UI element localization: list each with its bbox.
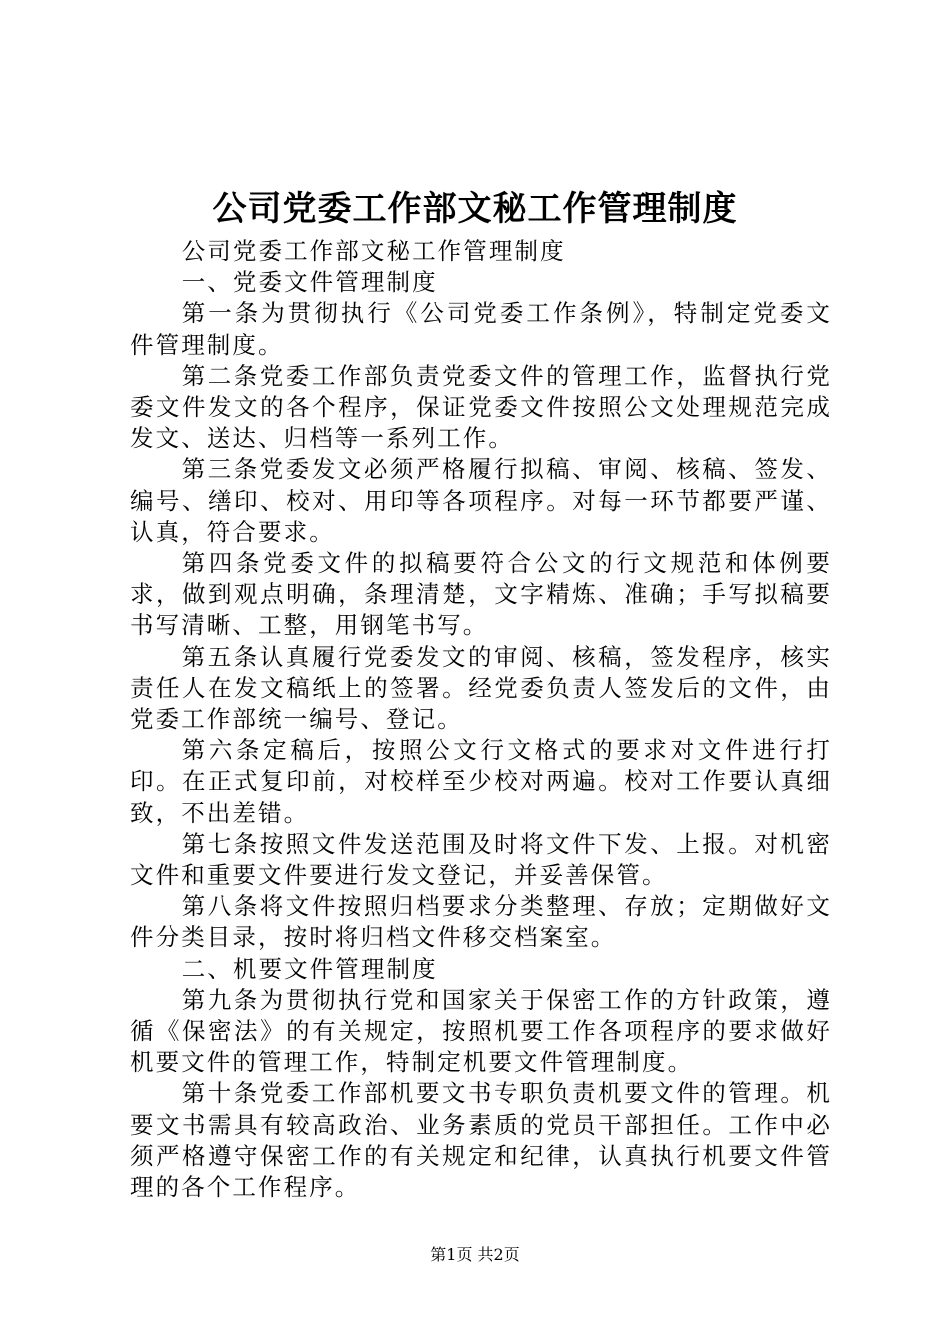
article-5: 第五条认真履行党委发文的审阅、核稿，签发程序，核实责任人在发文稿纸上的签署。经党委负责人签发后的文件，由党委工作部统一编号、登记。 (130, 642, 832, 734)
page-title: 公司党委工作部文秘工作管理制度 (212, 189, 738, 229)
document-body (130, 236, 832, 1203)
article-2: 第二条党委工作部负责党委文件的管理工作，监督执行党委文件发文的各个程序，保证党委文件按照公文处理规范完成发文、送达、归档等一系列工作。 (130, 361, 832, 453)
article-3: 第三条党委发文必须严格履行拟稿、审阅、核稿、签发、编号、缮印、校对、用印等各项程序。对每一环节都要严谨、认真，符合要求。 (130, 455, 832, 546)
article-8: 第八条将文件按照归档要求分类整理、存放；定期做好文件分类目录，按时将归档文件移交档案室。 (130, 892, 832, 952)
paragraph-subtitle: 公司党委工作部文秘工作管理制度 (181, 237, 566, 265)
article-6: 第六条定稿后，按照公文行文格式的要求对文件进行打印。在正式复印前，对校样至少校对两遍。校对工作要认真细致，不出差错。 (130, 736, 832, 827)
article-7: 第七条按照文件发送范围及时将文件下发、上报。对机密文件和重要文件要进行发文登记，并妥善保管。 (130, 829, 832, 890)
article-4: 第四条党委文件的拟稿要符合公文的行文规范和体例要求，做到观点明确，条理清楚，文字精炼、准确；手写拟稿要书写清晰、工整，用钢笔书写。 (130, 549, 832, 640)
article-1: 第一条为贯彻执行《公司党委工作条例》，特制定党委文件管理制度。 (130, 299, 832, 359)
article-10: 第十条党委工作部机要文书专职负责机要文件的管理。机要文书需具有较高政治、业务素质的党员干部担任。工作中必须严格遵守保密工作的有关规定和纪律，认真执行机要文件管理的各个工作程序。 (130, 1079, 832, 1202)
section-heading-1: 一、党委文件管理制度 (181, 268, 438, 297)
section-heading-2: 二、机要文件管理制度 (181, 954, 438, 983)
article-9: 第九条为贯彻执行党和国家关于保密工作的方针政策，遵循《保密法》的有关规定，按照机要工作各项程序的要求做好机要文件的管理工作，特制定机要文件管理制度。 (130, 985, 832, 1077)
page-number-footer: 第1页 共2页 (430, 1245, 520, 1264)
